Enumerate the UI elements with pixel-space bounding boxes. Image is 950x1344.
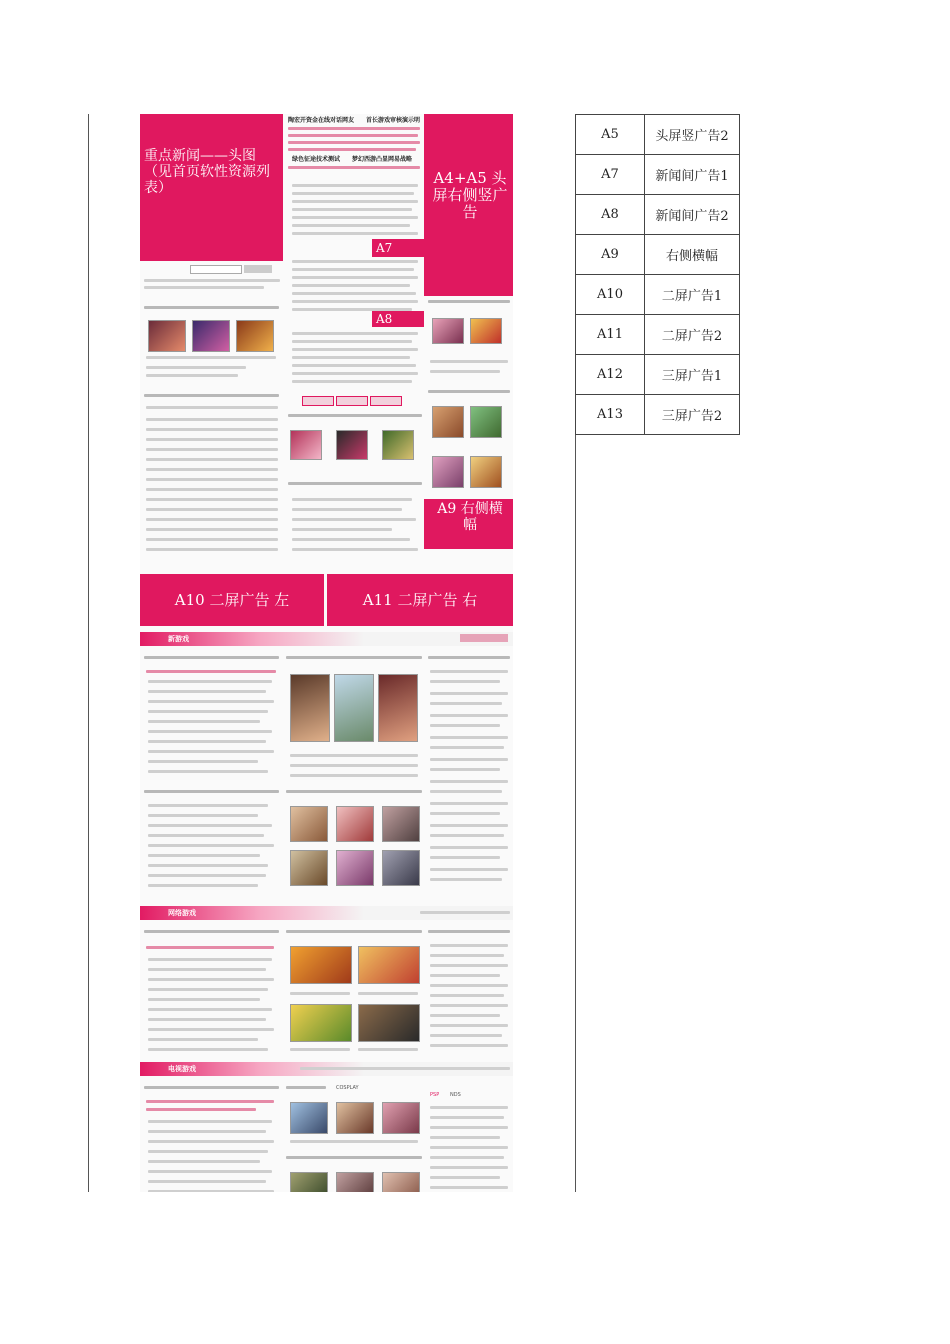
ad-code-cell: A10	[576, 275, 645, 315]
news-headline-2: 首长游戏审核演示明	[366, 117, 421, 124]
online-thumb-3	[290, 1004, 352, 1042]
search-box[interactable]	[190, 265, 242, 274]
right-thumb-4	[470, 406, 502, 438]
section-title-tv-games: 电视游戏	[168, 1065, 196, 1073]
tv-thumb-5	[336, 1172, 374, 1192]
news-headline-3: 绿色征途技术测试	[292, 156, 341, 163]
tab-psp[interactable]: PSP	[430, 1092, 440, 1098]
new-game-thumb-3	[378, 674, 418, 742]
new-game-thumb-6	[382, 806, 420, 842]
pic-thumb-1	[290, 430, 322, 460]
ad-code-cell: A5	[576, 115, 645, 155]
ad-table-row	[576, 195, 740, 235]
site-layout-screenshot	[140, 114, 513, 1192]
a7-label: A7	[376, 241, 393, 255]
search-button[interactable]	[244, 265, 272, 273]
tab-nds[interactable]: NDS	[450, 1092, 461, 1098]
ad-table-row	[576, 275, 740, 315]
left-margin-line	[88, 114, 89, 1192]
section-title-new-games: 新游戏	[168, 635, 189, 643]
ad-table-row	[576, 115, 740, 155]
online-thumb-1	[290, 946, 352, 984]
ad-code-cell: A9	[576, 235, 645, 275]
right-thumb-3	[432, 406, 464, 438]
section-title-online-games: 网络游戏	[168, 909, 196, 917]
right-thumb-5	[432, 456, 464, 488]
ad-desc-cell: 新闻间广告1	[645, 155, 740, 195]
right-thumb-2	[470, 318, 502, 344]
cosplay-label: COSPLAY	[336, 1085, 359, 1091]
online-thumb-4	[358, 1004, 420, 1042]
ad-table-row	[576, 315, 740, 355]
headline-label: 重点新闻——头图（见首页软性资源列表）	[144, 148, 270, 196]
game-thumb-1	[148, 320, 186, 352]
news-headline-4: 梦幻西游凸显网易战略	[352, 156, 413, 163]
news-headline-1: 陶宏开资金在线对话网友	[288, 117, 355, 124]
new-game-thumb-9	[382, 850, 420, 886]
new-game-thumb-1	[290, 674, 330, 742]
a10-label: A10 二屏广告 左	[174, 591, 290, 609]
game-thumb-2	[192, 320, 230, 352]
new-game-thumb-7	[290, 850, 328, 886]
pic-thumb-3	[382, 430, 414, 460]
tv-thumb-2	[336, 1102, 374, 1134]
right-thumb-6	[470, 456, 502, 488]
ad-table-row	[576, 155, 740, 195]
pic-thumb-2	[336, 430, 368, 460]
new-game-thumb-8	[336, 850, 374, 886]
section-header-new-games	[140, 632, 513, 646]
a4a5-label: A4+A5 头屏右侧竖广告	[432, 169, 508, 221]
right-thumb-1	[432, 318, 464, 344]
tv-thumb-1	[290, 1102, 328, 1134]
ad-code-cell: A11	[576, 315, 645, 355]
game-thumb-3	[236, 320, 274, 352]
a9-label: A9 右侧横幅	[437, 501, 503, 533]
ad-desc-cell: 三屏广告2	[645, 395, 740, 435]
ad-table-row	[576, 235, 740, 275]
ad-desc-cell: 头屏竖广告2	[645, 115, 740, 155]
new-game-thumb-2	[334, 674, 374, 742]
ad-position-table	[575, 114, 740, 435]
ad-code-cell: A7	[576, 155, 645, 195]
new-game-thumb-4	[290, 806, 328, 842]
ad-code-cell: A13	[576, 395, 645, 435]
a11-label: A11 二屏广告 右	[362, 591, 478, 609]
new-game-thumb-5	[336, 806, 374, 842]
tv-thumb-3	[382, 1102, 420, 1134]
ad-code-cell: A12	[576, 355, 645, 395]
ad-desc-cell: 新闻间广告2	[645, 195, 740, 235]
ad-desc-cell: 二屏广告1	[645, 275, 740, 315]
ad-code-cell: A8	[576, 195, 645, 235]
ad-table-row	[576, 395, 740, 435]
online-thumb-2	[358, 946, 420, 984]
tv-thumb-6	[382, 1172, 420, 1192]
ad-desc-cell: 二屏广告2	[645, 315, 740, 355]
ad-table-row	[576, 355, 740, 395]
ad-desc-cell: 右侧横幅	[645, 235, 740, 275]
tv-thumb-4	[290, 1172, 328, 1192]
ad-desc-cell: 三屏广告1	[645, 355, 740, 395]
a8-label: A8	[376, 312, 393, 326]
